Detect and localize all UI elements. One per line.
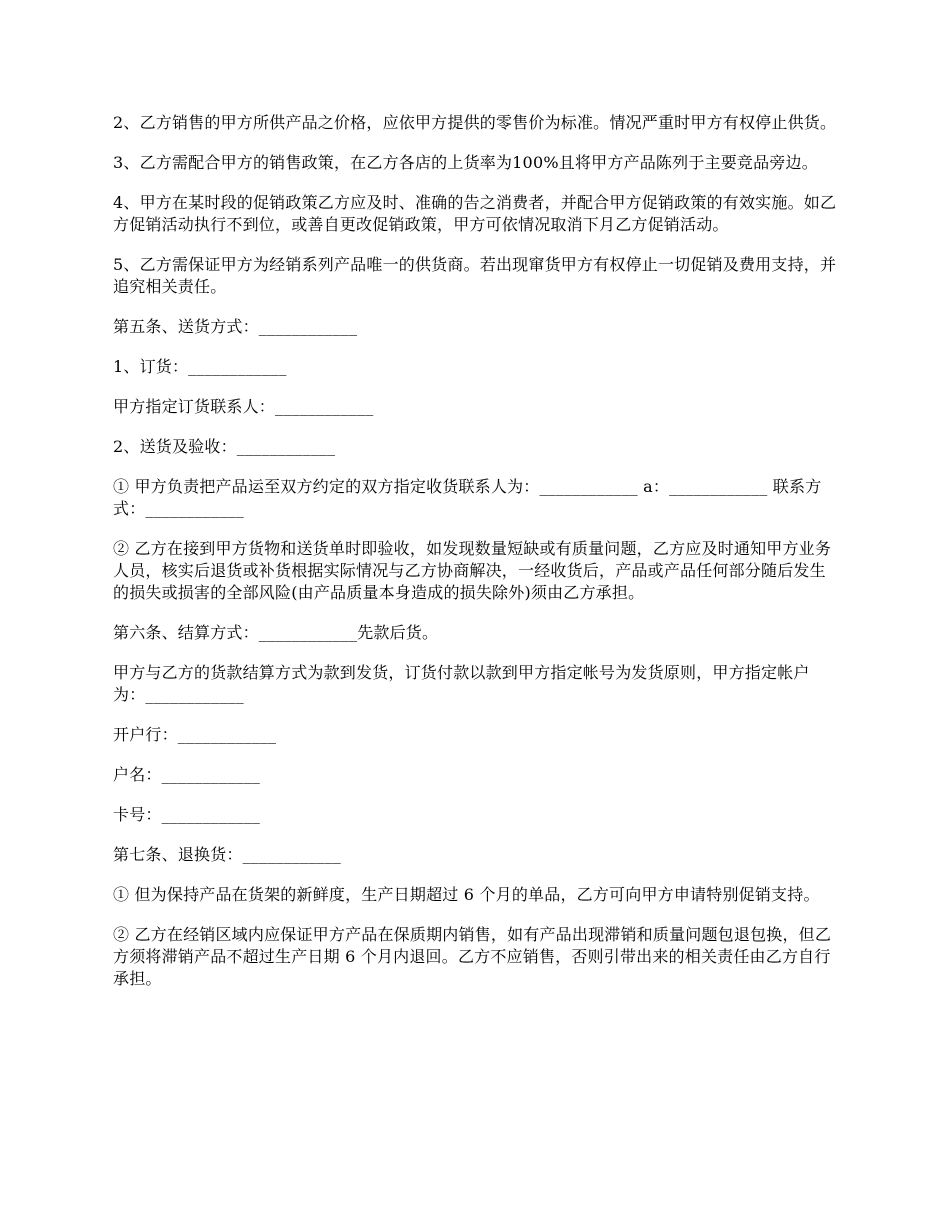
freshness-clause: ① 但为保持产品在货架的新鲜度，生产日期超过 6 个月的单品，乙方可向甲方申请特别促销支持。 [113, 885, 820, 904]
clause-sole-supplier: 5、乙方需保证甲方为经销系列产品唯一的供货商。若出现窜货甲方有权停止一切促销及费用支持，并追究相关责任。 [113, 255, 837, 296]
return-exchange-clause: ② 乙方在经销区域内应保证甲方产品在保质期内销售，如有产品出现滞销和质量问题包退包换，但乙方须将滞销产品不超过生产日期 6 个月内退回。乙方不应销售，否则引带出来的相关责任由乙方自行承担。 [113, 925, 832, 988]
receiving-contact-clause: ① 甲方负责把产品运至双方约定的双方指定收货联系人为：____________ a：____________ 联系方式：____________ [113, 477, 822, 518]
clause-sales-policy: 3、乙方需配合甲方的销售政策，在乙方各店的上货率为100%且将甲方产品陈列于主要竞品旁边。 [113, 153, 818, 172]
settlement-clause: 甲方与乙方的货款结算方式为款到发货，订货付款以款到甲方指定帐号为发货原则，甲方指定帐户为：____________ [113, 663, 810, 704]
inspection-clause: ② 乙方在接到甲方货物和送货单时即验收，如发现数量短缺或有质量问题，乙方应及时通知甲方业务人员，核实后退货或补货根据实际情况与乙方协商解决，一经收货后，产品或产品任何部分随后发生的损失或损害的全部风险(由产品质量本身造成的损失除外)须由乙方承担。 [113, 539, 832, 602]
article-seven-heading: 第七条、退换货：____________ [113, 845, 342, 864]
delivery-acceptance-line: 2、送货及验收：____________ [113, 437, 336, 456]
order-contact-line: 甲方指定订货联系人：____________ [113, 397, 374, 416]
article-six-heading: 第六条、结算方式：____________先款后货。 [113, 623, 439, 642]
ordering-line: 1、订货：____________ [113, 357, 287, 376]
clause-promotion-policy: 4、甲方在某时段的促销政策乙方应及时、准确的告之消费者，并配合甲方促销政策的有效实施。如乙方促销活动执行不到位，或善自更改促销政策，甲方可依情况取消下月乙方促销活动。 [113, 193, 837, 234]
article-five-heading: 第五条、送货方式：____________ [113, 317, 358, 336]
account-name-line: 户名：____________ [113, 765, 261, 784]
document-body [113, 112, 841, 990]
bank-line: 开户行：____________ [113, 725, 277, 744]
clause-price-standard: 2、乙方销售的甲方所供产品之价格，应依甲方提供的零售价为标准。情况严重时甲方有权停止供货。 [113, 113, 837, 132]
card-number-line: 卡号：____________ [113, 805, 261, 824]
